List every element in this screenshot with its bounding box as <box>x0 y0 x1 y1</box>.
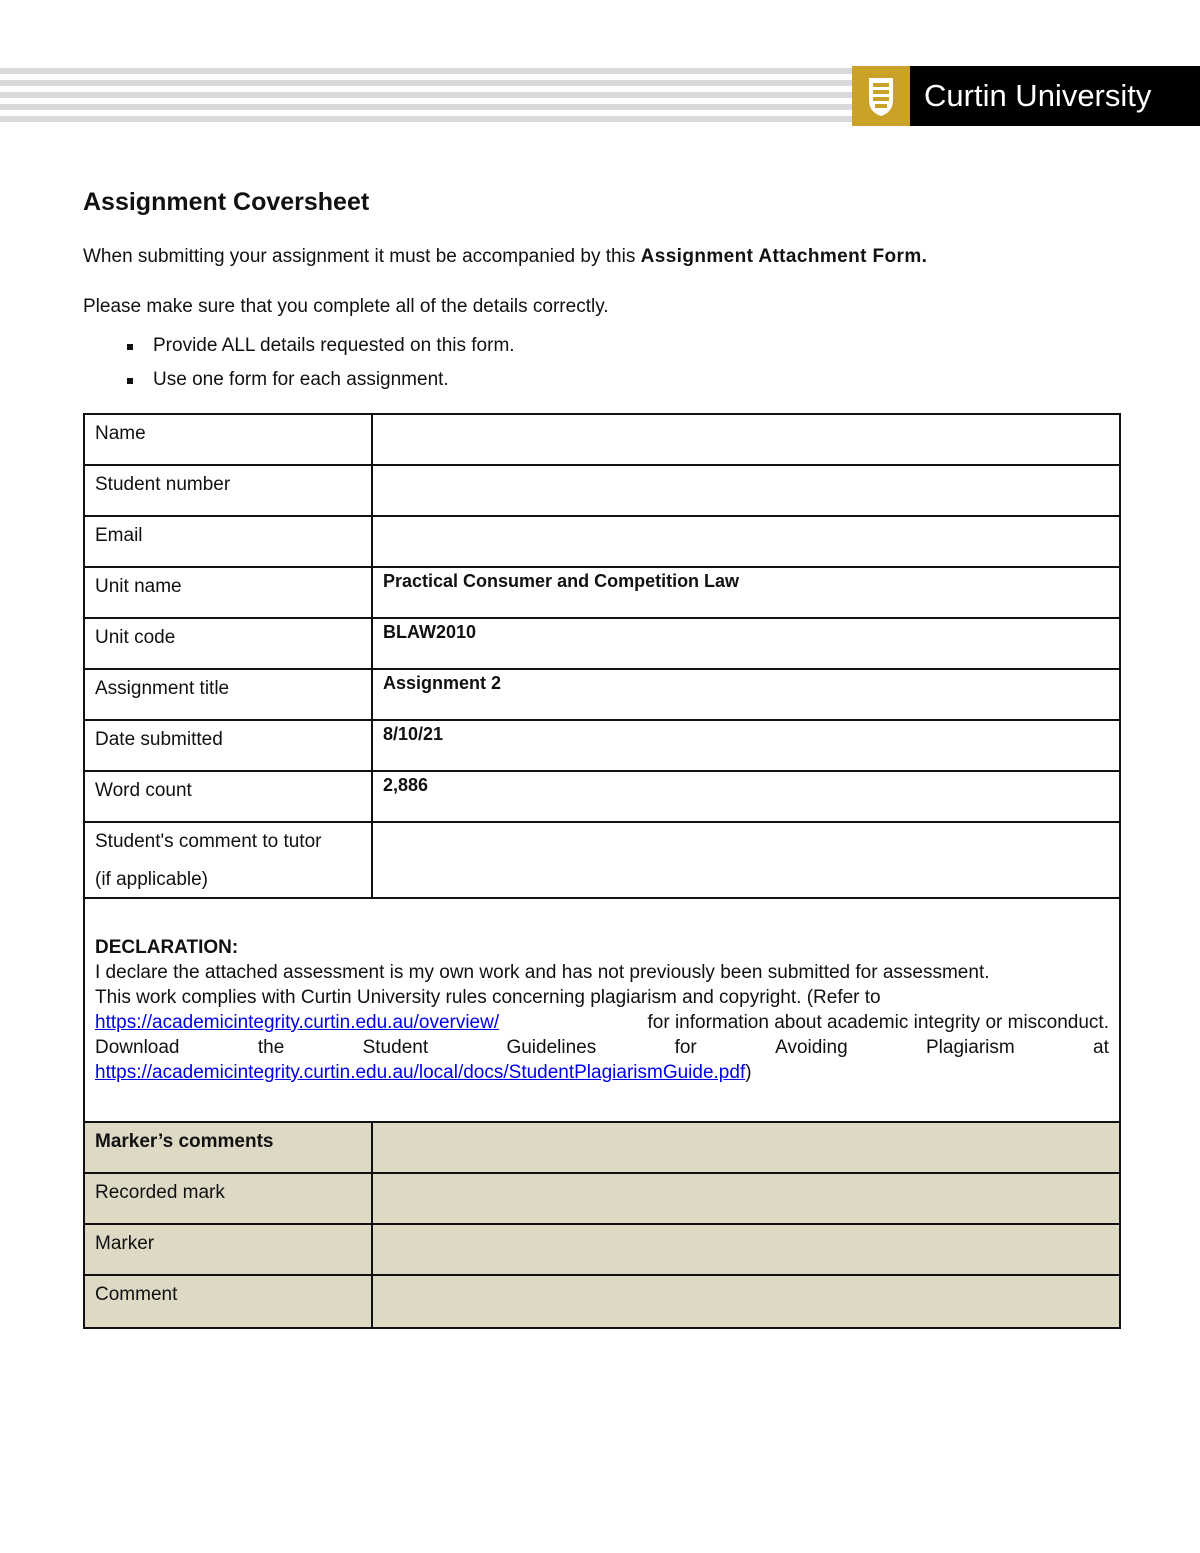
declaration <box>85 899 1119 1123</box>
header-stripe <box>0 68 852 74</box>
header-stripe <box>0 92 852 98</box>
email-field[interactable] <box>373 517 1119 566</box>
intro-text <box>83 246 927 268</box>
coversheet-form <box>83 413 1121 1329</box>
shield-icon <box>852 66 910 126</box>
university-logo <box>852 66 910 126</box>
student-comment-label-line1: Student's comment to tutor <box>95 831 322 852</box>
word-count-label: Word count <box>85 772 373 821</box>
academic-integrity-link[interactable]: https://academicintegrity.curtin.edu.au/overview/ <box>95 1012 500 1033</box>
page-title: Assignment Coversheet <box>83 188 370 216</box>
name-label: Name <box>85 415 373 464</box>
declaration-word: Download <box>95 1037 180 1058</box>
header-stripe <box>0 116 852 122</box>
instructions: Please make sure that you complete all of the details correctly. <box>83 296 609 317</box>
row-unit-code <box>85 619 1119 670</box>
comment-label: Comment <box>85 1276 373 1327</box>
email-label: Email <box>85 517 373 566</box>
declaration-line <box>95 1060 1109 1085</box>
date-submitted-label: Date submitted <box>85 721 373 770</box>
assignment-title-field[interactable]: Assignment 2 <box>383 673 502 693</box>
declaration-line <box>95 1010 1109 1035</box>
student-comment-field[interactable] <box>373 823 1119 897</box>
recorded-mark-label: Recorded mark <box>85 1174 373 1223</box>
row-recorded-mark <box>85 1174 1119 1225</box>
declaration-line: This work complies with Curtin University rules concerning plagiarism and copyright. (Refer to <box>95 987 881 1008</box>
declaration-word: Student <box>362 1037 429 1058</box>
row-student-comment <box>85 823 1119 899</box>
row-unit-name <box>85 568 1119 619</box>
marker-label: Marker <box>85 1225 373 1274</box>
row-student-number <box>85 466 1119 517</box>
row-name <box>85 415 1119 466</box>
comment-field[interactable] <box>373 1276 1119 1327</box>
declaration-heading: DECLARATION: <box>95 937 239 958</box>
unit-code-label: Unit code <box>85 619 373 668</box>
student-number-label: Student number <box>85 466 373 515</box>
declaration-word: Plagiarism <box>926 1037 1015 1058</box>
declaration-word: at <box>1093 1037 1109 1058</box>
row-marker <box>85 1225 1119 1276</box>
university-name: Curtin University <box>910 66 1200 126</box>
header-stripe <box>0 80 852 86</box>
list-item: Use one form for each assignment. <box>118 368 515 402</box>
student-comment-label-line2: (if applicable) <box>95 869 208 890</box>
declaration-line-rest: for information about academic integrity or misconduct. <box>647 1012 1109 1033</box>
row-assignment-title <box>85 670 1119 721</box>
unit-name-label: Unit name <box>85 568 373 617</box>
header-stripes <box>0 66 852 126</box>
student-number-field[interactable] <box>373 466 1119 515</box>
form-name: Assignment Attachment Form. <box>640 246 928 267</box>
declaration-line: I declare the attached assessment is my own work and has not previously been submitted for assessment. <box>95 962 990 983</box>
intro-sentence: When submitting your assignment it must be accompanied by this <box>83 246 641 267</box>
row-comment <box>85 1276 1119 1327</box>
row-word-count <box>85 772 1119 823</box>
row-marker-comments <box>85 1123 1119 1174</box>
declaration-word: Avoiding <box>775 1037 848 1058</box>
declaration-word: the <box>257 1037 285 1058</box>
unit-name-field[interactable]: Practical Consumer and Competition Law <box>383 571 740 591</box>
declaration-close-paren: ) <box>745 1062 752 1083</box>
row-email <box>85 517 1119 568</box>
declaration-word: Guidelines <box>506 1037 597 1058</box>
list-item: Provide ALL details requested on this form. <box>118 334 515 368</box>
marker-field[interactable] <box>373 1225 1119 1274</box>
marker-comments-heading: Marker’s comments <box>85 1123 373 1172</box>
marker-comments-field[interactable] <box>373 1123 1119 1172</box>
declaration-word: for <box>674 1037 697 1058</box>
date-submitted-field[interactable]: 8/10/21 <box>383 724 444 744</box>
declaration-line <box>95 1035 1109 1060</box>
recorded-mark-field[interactable] <box>373 1174 1119 1223</box>
name-field[interactable] <box>373 415 1119 464</box>
unit-code-field[interactable]: BLAW2010 <box>383 622 477 642</box>
word-count-field[interactable]: 2,886 <box>383 775 429 795</box>
instruction-list <box>118 334 515 402</box>
student-comment-label <box>85 823 373 897</box>
header-stripe <box>0 104 852 110</box>
plagiarism-guide-link[interactable]: https://academicintegrity.curtin.edu.au/local/docs/StudentPlagiarismGuide.pdf <box>95 1062 746 1083</box>
row-date-submitted <box>85 721 1119 772</box>
assignment-title-label: Assignment title <box>85 670 373 719</box>
